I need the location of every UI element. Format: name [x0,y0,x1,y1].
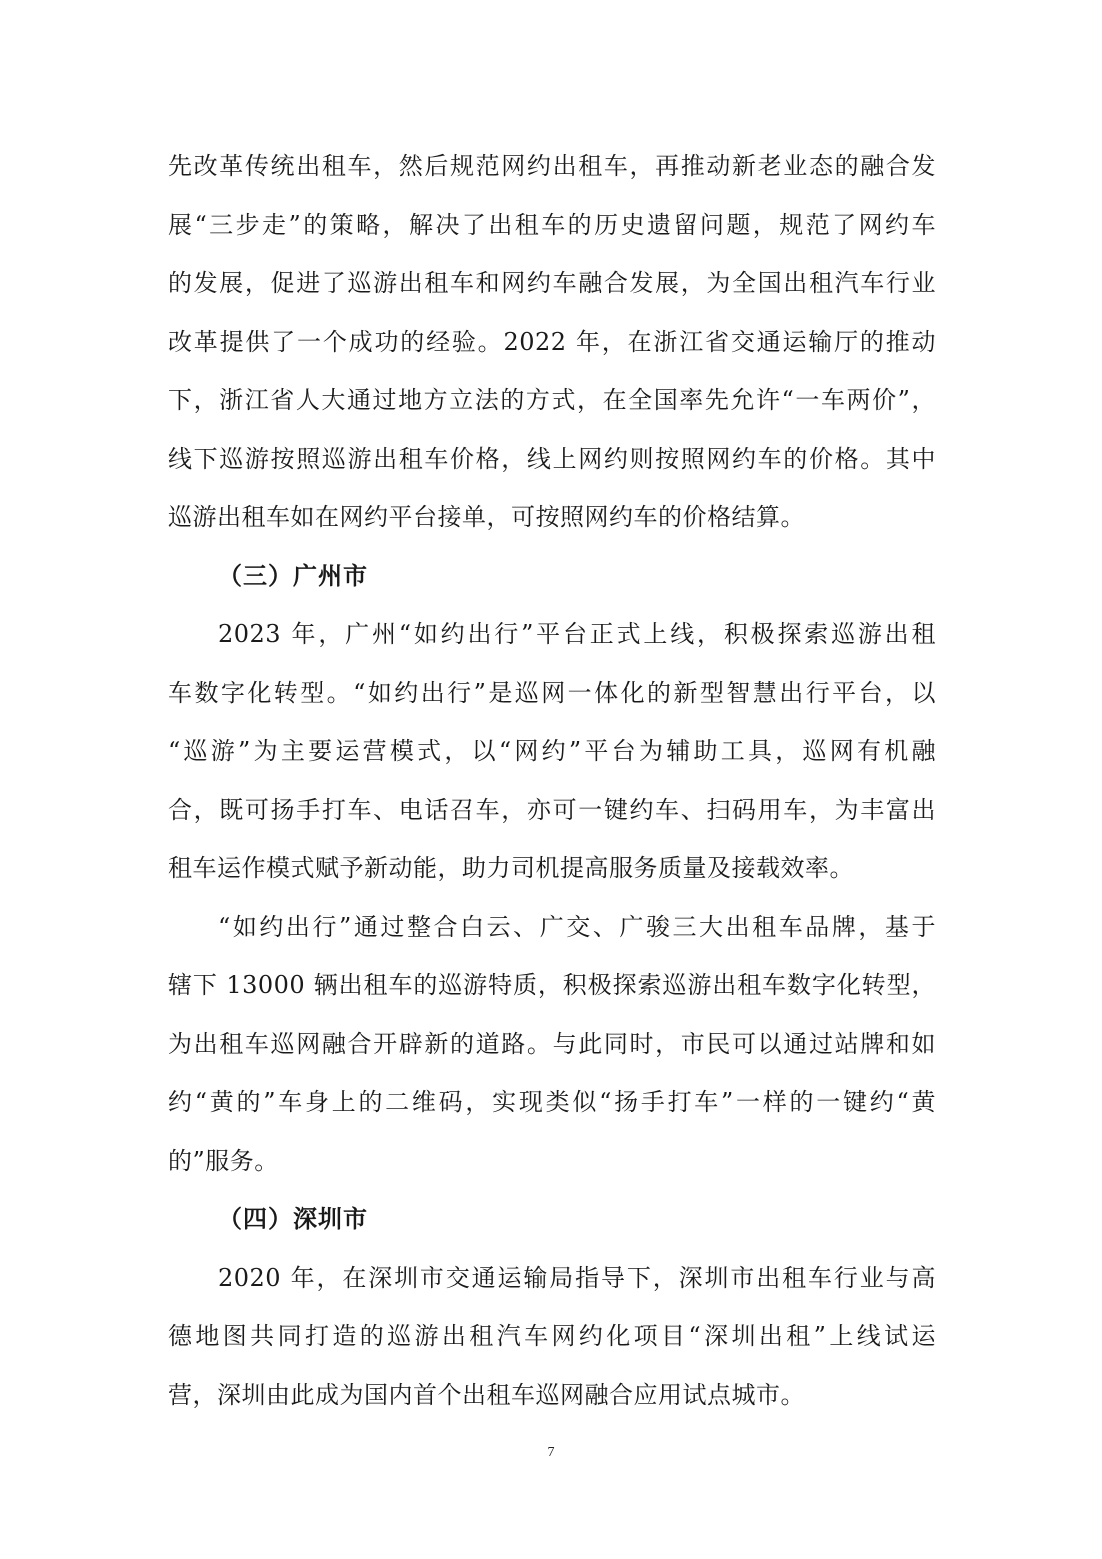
text-line: 约“黄的”车身上的二维码，实现类似“扬手打车”一样的一键约“黄 [168,1088,936,1116]
text-line: 德地图共同打造的巡游出租汽车网约化项目“深圳出租”上线试运 [168,1322,936,1350]
paragraph [168,137,936,547]
paragraph [168,898,936,1191]
text-line: 营，深圳由此成为国内首个出租车巡网融合应用试点城市。 [168,1380,805,1409]
text-line: 合，既可扬手打车、电话召车，亦可一键约车、扫码用车，为丰富出 [168,795,936,824]
text-line: 的”服务。 [168,1146,279,1175]
text-line: 辖下 13000 辆出租车的巡游特质，积极探索巡游出租车数字化转型， [168,971,936,999]
text-line: 先改革传统出租车，然后规范网约出租车，再推动新老业态的融合发 [168,152,936,180]
text-line: 巡游出租车如在网约平台接单，可按照网约车的价格结算。 [168,503,805,531]
page-number: 7 [547,1445,555,1460]
text-line: 下，浙江省人大通过地方立法的方式，在全国率先允许“一车两价”， [168,386,936,414]
text-line: “如约出行”通过整合白云、广交、广骏三大出租车品牌，基于 [218,912,936,941]
paragraph [168,1249,936,1425]
page-body [168,137,936,1424]
text-line: 改革提供了一个成功的经验。2022 年，在浙江省交通运输厅的推动 [168,327,936,356]
paragraph [168,605,936,898]
text-line: 展“三步走”的策略，解决了出租车的历史遗留问题，规范了网约车 [168,210,936,239]
text-line: 车数字化转型。“如约出行”是巡网一体化的新型智慧出行平台，以 [168,678,936,707]
text-line: 租车运作模式赋予新动能，助力司机提高服务质量及接载效率。 [168,854,854,882]
text-line: “巡游”为主要运营模式，以“网约”平台为辅助工具，巡网有机融 [168,737,936,765]
text-line: 为出租车巡网融合开辟新的道路。与此同时，市民可以通过站牌和如 [168,1029,936,1058]
text-line: 线下巡游按照巡游出租车价格，线上网约则按照网约车的价格。其中 [168,444,936,473]
text-line: 的发展，促进了巡游出租车和网约车融合发展，为全国出租汽车行业 [168,269,936,297]
text-line: 2023 年，广州“如约出行”平台正式上线，积极探索巡游出租 [218,620,936,648]
section-heading: （四）深圳市 [218,1205,368,1233]
section-heading: （三）广州市 [218,561,368,590]
text-line: 2020 年，在深圳市交通运输局指导下，深圳市出租车行业与高 [218,1263,936,1292]
